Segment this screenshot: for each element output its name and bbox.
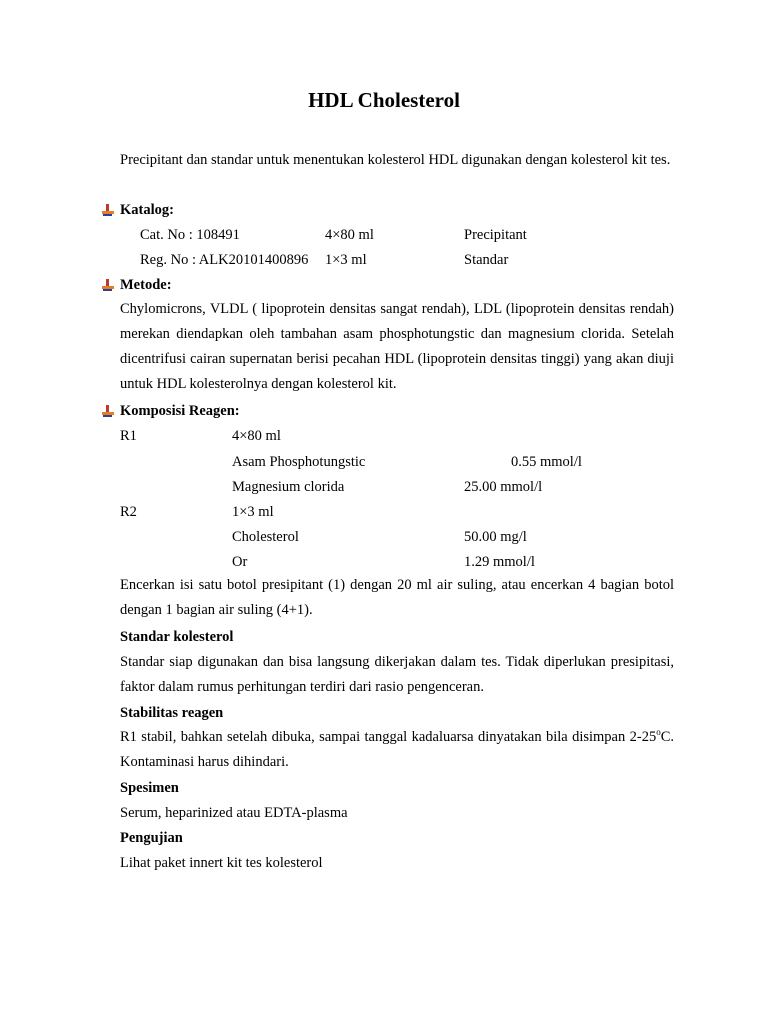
reagent-r1-value: 25.00 mmol/l [464,479,543,495]
metode-heading: Metode: [120,277,172,293]
catalog-item: Precipitant [464,227,527,243]
reagent-r2-label: R2 [120,504,137,520]
registration-item: Standar [464,252,509,268]
standar-heading: Standar kolesterol [120,629,234,645]
pengujian-heading: Pengujian [120,830,183,846]
stabilitas-text: R1 stabil, bahkan setelah dibuka, sampai tanggal kadaluarsa dinyatakan bila disimpan 2-25 [120,729,657,745]
reagent-r2-value: 1.29 mmol/l [464,554,535,570]
pengujian-text: Lihat paket innert kit tes kolesterol [120,855,323,871]
katalog-heading: Katalog: [120,202,174,218]
reagent-r1-label: R1 [120,428,137,444]
catalog-qty: 4×80 ml [325,227,374,243]
spesimen-heading: Spesimen [120,780,179,796]
stabilitas-paragraph [120,725,674,775]
catalog-code: Cat. No : 108491 [140,227,240,243]
reagent-r2-component: Cholesterol [232,529,299,545]
degree-symbol: o [656,727,661,738]
reagent-r1-value: 0.55 mmol/l [511,454,582,470]
reagent-r2-value: 50.00 mg/l [464,529,527,545]
komposisi-heading: Komposisi Reagen: [120,403,240,419]
spesimen-text: Serum, heparinized atau EDTA-plasma [120,805,348,821]
cross-bullet-icon [101,278,115,292]
registration-code: Reg. No : ALK20101400896 [140,252,309,268]
standar-paragraph: Standar siap digunakan dan bisa langsung dikerjakan dalam tes. Tidak diperlukan presipitasi, faktor dalam rumus perhitungan terdiri dari rasio pengenceran. [120,654,674,695]
intro-paragraph: Precipitant dan standar untuk menentukan kolesterol HDL digunakan dengan kolesterol kit tes. [120,152,671,168]
stabilitas-text-end: C. Kontaminasi harus dihindari. [120,729,674,770]
stabilitas-heading: Stabilitas reagen [120,705,224,721]
registration-qty: 1×3 ml [325,252,367,268]
cross-bullet-icon [101,203,115,217]
reagent-r2-component: Or [232,554,248,570]
reagent-r1-component: Magnesium clorida [232,479,345,495]
reagent-r1-component: Asam Phosphotungstic [232,454,366,470]
reagent-r1-qty: 4×80 ml [232,428,281,444]
dilution-note: Encerkan isi satu botol presipitant (1) dengan 20 ml air suling, atau encerkan 4 bagian botol dengan 1 bagian air suling (4+1). [120,577,674,618]
reagent-r2-qty: 1×3 ml [232,504,274,520]
metode-paragraph: Chylomicrons, VLDL ( lipoprotein densitas sangat rendah), LDL (lipoprotein densitas rendah) merekan diendapkan oleh tambahan asam phosphotungstic dan magnesium clorida. Setelah dicentrifusi cairan supernatan berisi pecahan HDL (lipoprotein densitas tinggi) yang akan diuji untuk HDL kolesterolnya dengan kolesterol kit. [120,301,674,392]
cross-bullet-icon [101,404,115,418]
page-title: HDL Cholesterol [308,88,460,112]
